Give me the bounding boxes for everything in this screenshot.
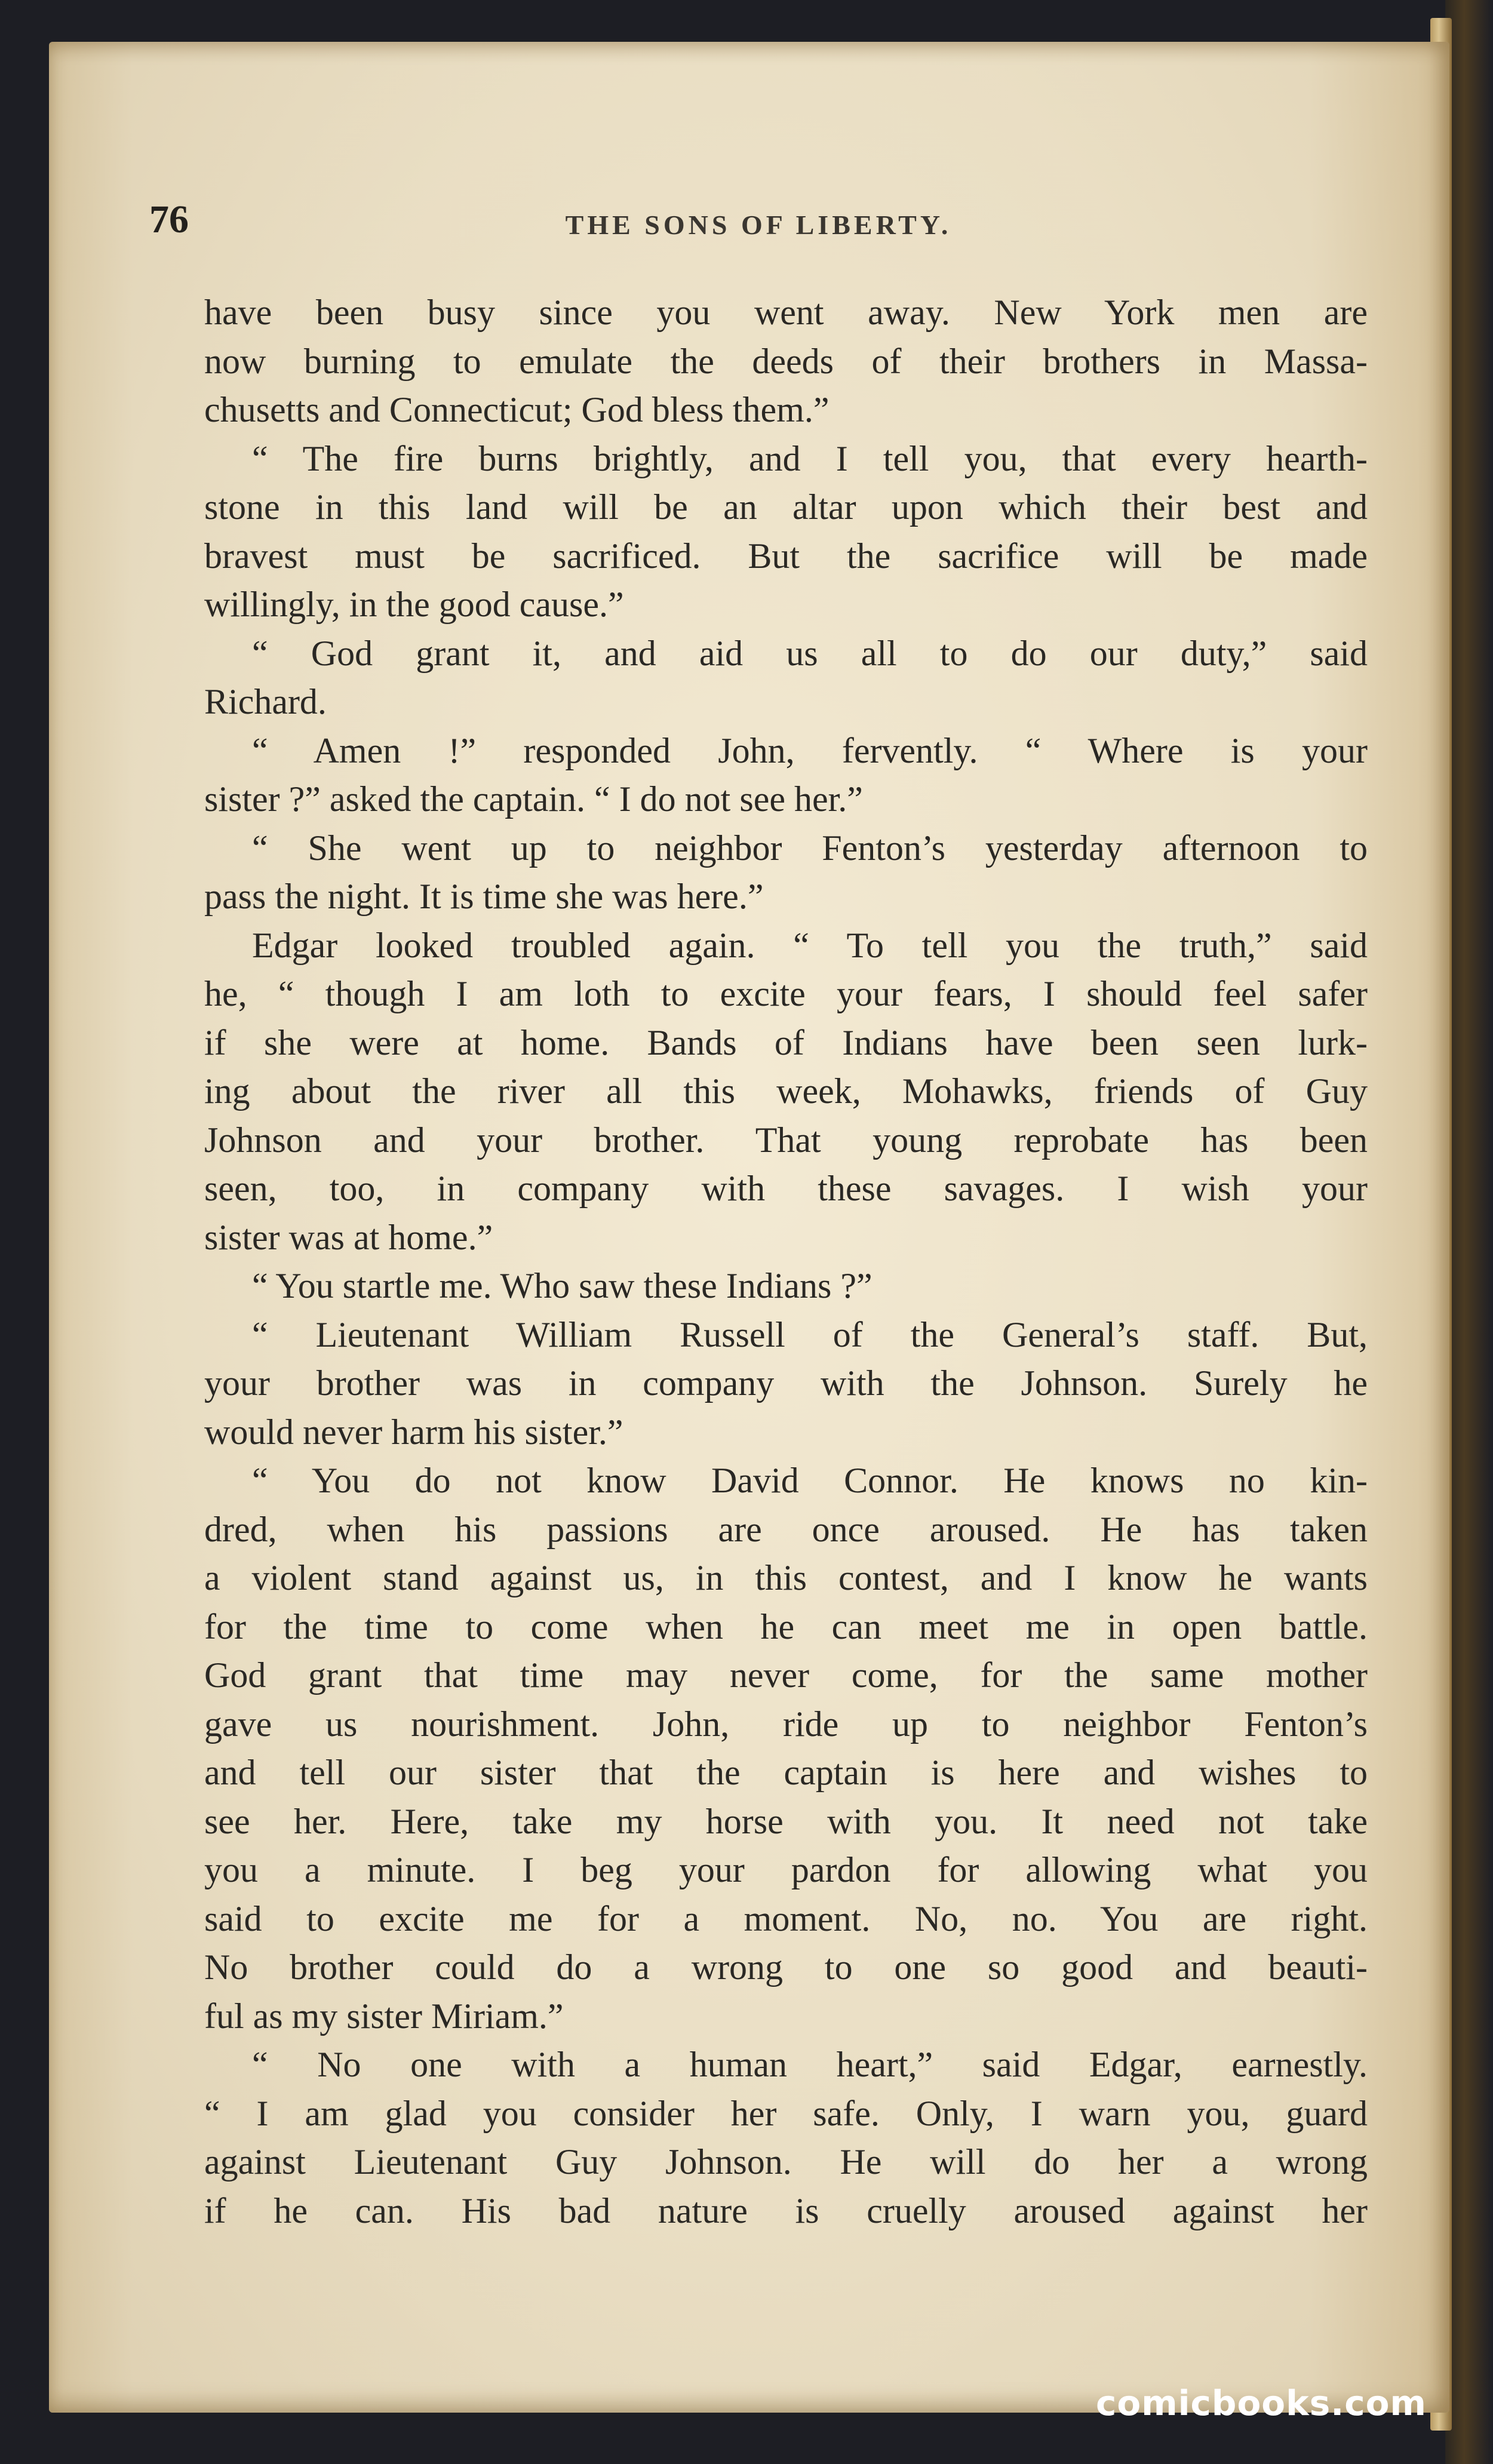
text-line: gave us nourishment. John, ride up to neighbor Fenton’s	[204, 1704, 1368, 1744]
text-line: against Lieutenant Guy Johnson. He will do her a wrong	[204, 2142, 1368, 2182]
text-line: sister ?” asked the captain. “ I do not see her.”	[204, 779, 863, 819]
text-line: he, “ though I am loth to excite your fears, I should feel safer	[204, 974, 1368, 1013]
text-line: would never harm his sister.”	[204, 1412, 623, 1452]
text-line: “ I am glad you consider her safe. Only, I warn you, guard	[204, 2093, 1368, 2133]
text-line: “ No one with a human heart,” said Edgar, earnestly.	[252, 2045, 1368, 2084]
text-line: and tell our sister that the captain is here and wishes to	[204, 1753, 1368, 1792]
text-line: Edgar looked troubled again. “ To tell you the truth,” said	[252, 925, 1368, 965]
text-line: if she were at home. Bands of Indians have been seen lurk-	[204, 1022, 1368, 1062]
text-line: “ Amen !” responded John, fervently. “ Where is your	[252, 730, 1368, 770]
text-line: chusetts and Connecticut; God bless them.”	[204, 390, 830, 429]
text-line: “ Lieutenant William Russell of the General’s staff. But,	[252, 1314, 1368, 1354]
text-line: have been busy since you went away. New York men are	[204, 293, 1368, 332]
text-line: ing about the river all this week, Mohawks, friends of Guy	[204, 1071, 1368, 1111]
text-line: bravest must be sacrificed. But the sacrifice will be made	[204, 536, 1368, 576]
text-line: sister was at home.”	[204, 1217, 493, 1257]
text-line: “ She went up to neighbor Fenton’s yesterday afternoon to	[252, 828, 1368, 868]
text-line: “ You startle me. Who saw these Indians ?”	[252, 1266, 873, 1305]
text-line: “ The fire burns brightly, and I tell you, that every hearth-	[252, 438, 1368, 478]
page-number: 76	[149, 198, 189, 241]
text-line: now burning to emulate the deeds of their brothers in Massa-	[204, 341, 1368, 381]
text-line: ful as my sister Miriam.”	[204, 1996, 564, 2036]
page-backdrop	[1445, 0, 1493, 2464]
text-line: see her. Here, take my horse with you. It need not take	[204, 1801, 1368, 1841]
running-title: THE SONS OF LIBERTY.	[565, 210, 952, 240]
text-line: “ You do not know David Connor. He knows no kin-	[252, 1461, 1368, 1500]
text-line: seen, too, in company with these savages. I wish your	[204, 1169, 1368, 1208]
text-line: Johnson and your brother. That young reprobate has been	[204, 1120, 1368, 1160]
text-line: you a minute. I beg your pardon for allowing what you	[204, 1850, 1368, 1890]
text-line: said to excite me for a moment. No, no. You are right.	[204, 1898, 1368, 1938]
text-line: Richard.	[204, 682, 327, 721]
text-line: if he can. His bad nature is cruelly aroused against her	[204, 2190, 1368, 2230]
text-line: No brother could do a wrong to one so good and beauti-	[204, 1947, 1368, 1987]
text-line: stone in this land will be an altar upon which their best and	[204, 487, 1368, 527]
page-header	[149, 197, 1368, 245]
body-text	[204, 288, 1368, 2235]
text-line: God grant that time may never come, for the same mother	[204, 1655, 1368, 1695]
text-line: dred, when his passions are once aroused. He has taken	[204, 1509, 1368, 1549]
text-line: pass the night. It is time she was here.”	[204, 877, 764, 916]
text-line: “ God grant it, and aid us all to do our duty,” said	[252, 633, 1368, 673]
text-line: your brother was in company with the Johnson. Surely he	[204, 1363, 1368, 1403]
text-line: a violent stand against us, in this contest, and I know he wants	[204, 1558, 1368, 1597]
text-line: willingly, in the good cause.”	[204, 585, 624, 624]
text-line: for the time to come when he can meet me in open battle.	[204, 1606, 1368, 1646]
watermark: comicbooks.com	[1096, 2383, 1427, 2423]
